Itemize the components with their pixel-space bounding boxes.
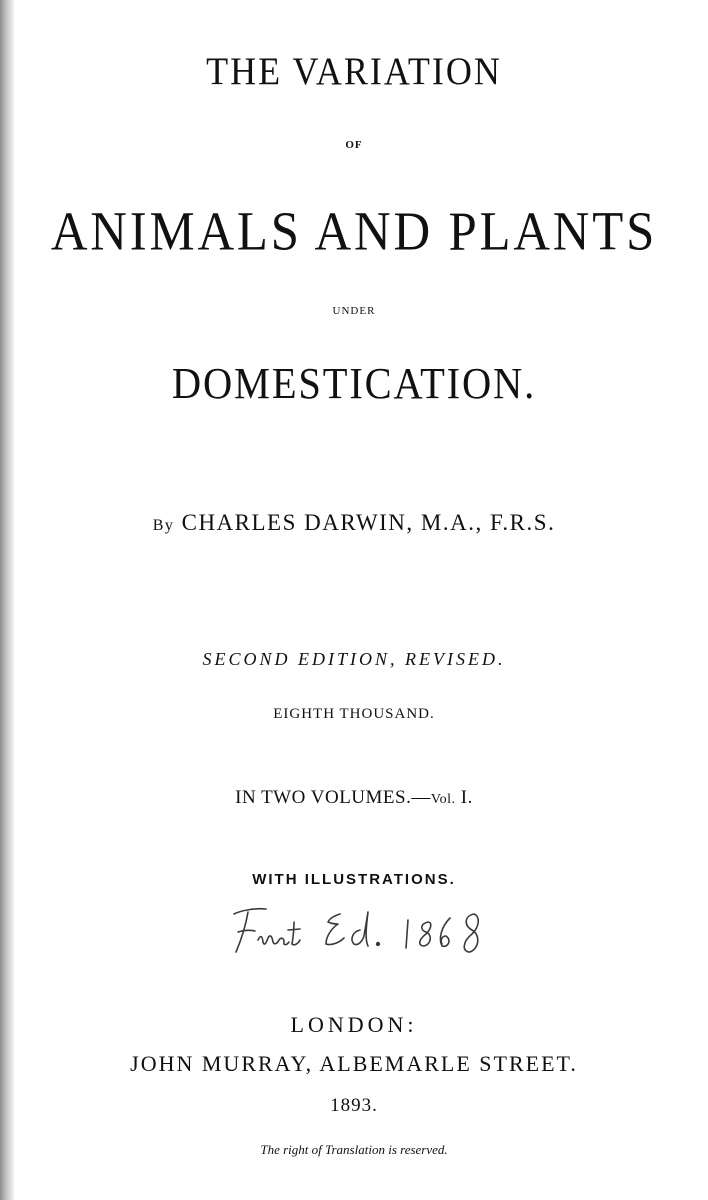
- title-connector-of: OF: [345, 139, 363, 151]
- title-connector-under: UNDER: [332, 305, 376, 317]
- handwritten-annotation: [222, 900, 512, 960]
- rights-notice: The right of Translation is reserved.: [260, 1142, 448, 1157]
- title-line-2: ANIMALS AND PLANTS: [50, 200, 658, 262]
- title-line-1: THE VARIATION: [206, 49, 502, 93]
- illustrations-line: WITH ILLUSTRATIONS.: [252, 871, 456, 888]
- imprint-place: LONDON:: [290, 1012, 418, 1037]
- imprint-publisher: JOHN MURRAY, ALBEMARLE STREET.: [130, 1051, 578, 1076]
- title-line-3: DOMESTICATION.: [171, 359, 537, 408]
- imprint-year: 1893.: [330, 1095, 378, 1116]
- volumes-vol: Vol.: [430, 792, 456, 807]
- volumes-line: [0, 787, 708, 809]
- printing-line: EIGHTH THOUSAND.: [273, 706, 435, 722]
- author-line: [0, 510, 708, 536]
- volumes-number: I.: [460, 787, 473, 808]
- author-by: By: [152, 517, 175, 534]
- author-name: CHARLES DARWIN, M.A., F.R.S.: [181, 510, 556, 535]
- edition-line: SECOND EDITION, REVISED.: [202, 649, 506, 669]
- volumes-prefix: IN TWO VOLUMES.—: [235, 787, 431, 808]
